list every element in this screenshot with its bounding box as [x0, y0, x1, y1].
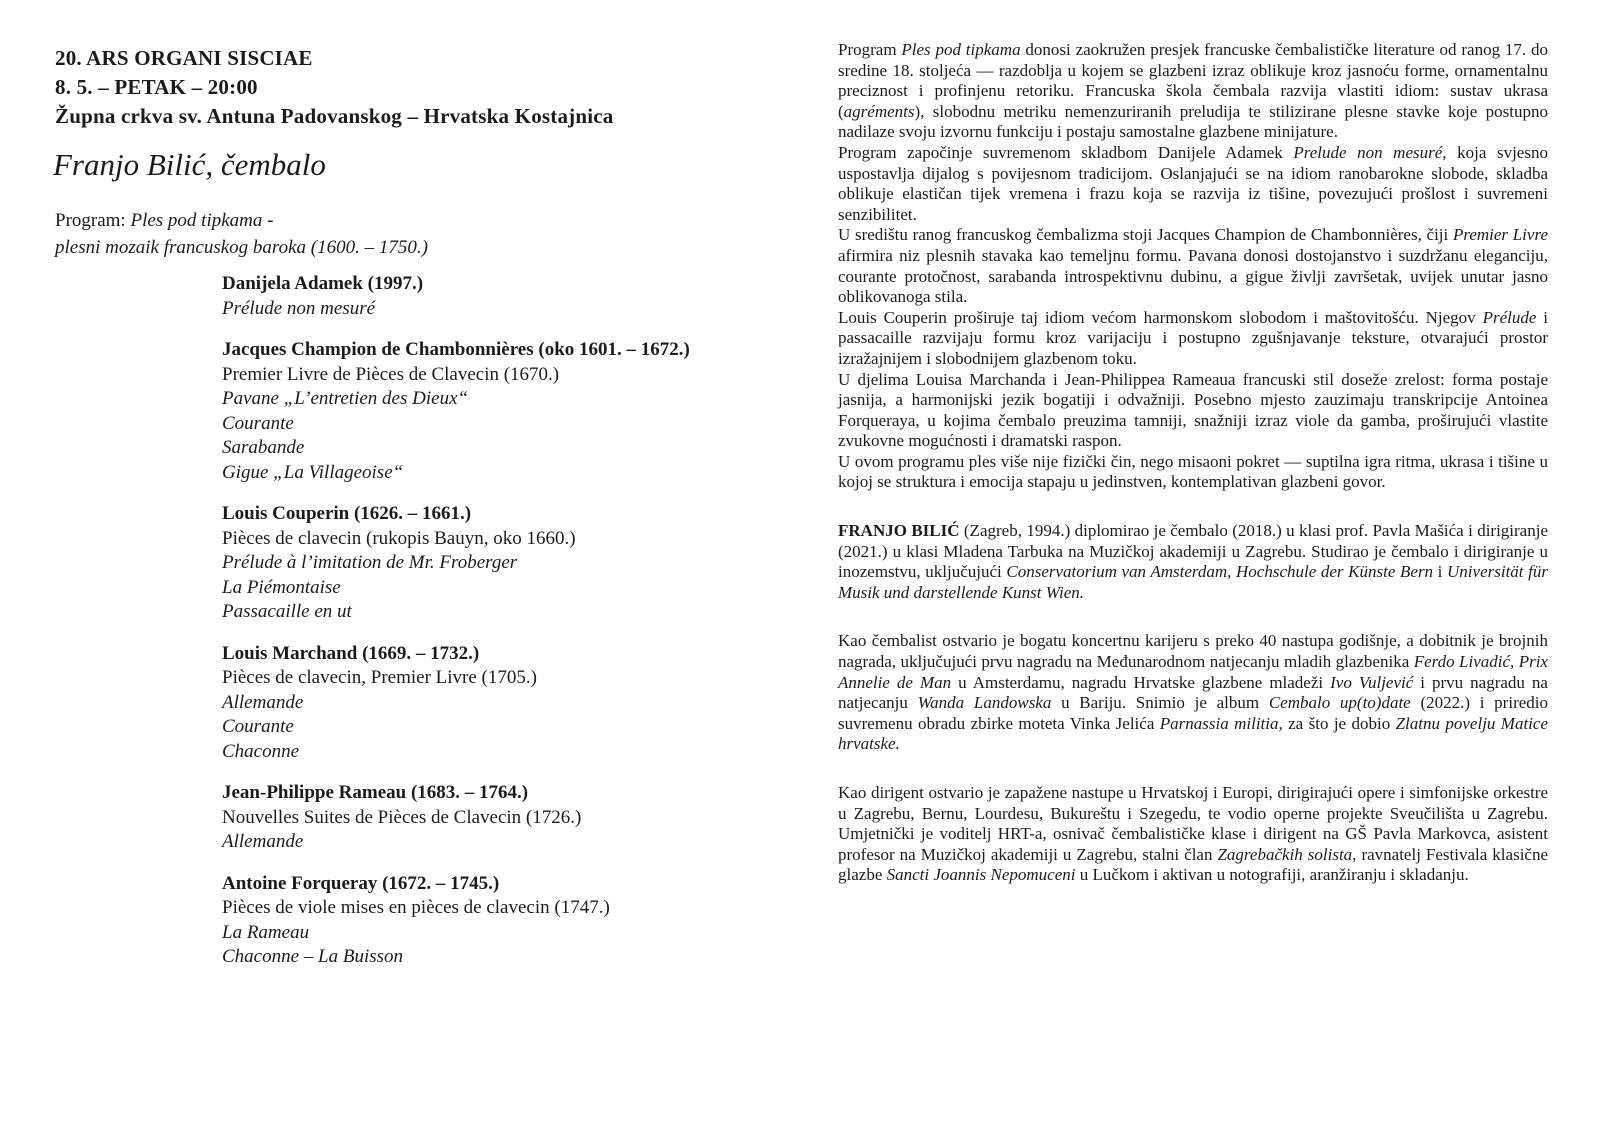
collection-title: Pièces de clavecin (rukopis Bauyn, oko 1660.) [222, 527, 576, 549]
program-item [222, 781, 690, 855]
piece-title: Allemande [222, 691, 304, 713]
festival-title: 20. ARS ORGANI SISCIAE [55, 46, 313, 70]
piece-title: La Piémontaise [222, 576, 341, 598]
program-list [222, 272, 690, 987]
piece-title: Chaconne [222, 740, 300, 762]
event-venue: Župna crkva sv. Antuna Padovanskog – Hrvatska Kostajnica [55, 104, 614, 128]
piece-title: Sarabande [222, 437, 305, 458]
composer-name: Antoine Forqueray (1672. – 1745.) [222, 872, 500, 894]
note-paragraph: U središtu ranog francuskog čembalizma stoji Jacques Champion de Chambonnières, čiji Premier Livre afirmira niz plesnih stavaka kao temeljnu formu. Pavana donosi dostojanstvo i suzdržanu eleganciju, courante protočnost, sarabanda introspektivnu dubinu, a gigue življi završetak, uvijek unutar jasno oblikovanoga stila. [838, 225, 1548, 307]
collection-title: Nouvelles Suites de Pièces de Clavecin (1726.) [222, 806, 582, 828]
program-item [222, 642, 690, 765]
piece-title: Prélude non mesuré [222, 297, 376, 319]
event-datetime: 8. 5. – PETAK – 20:00 [55, 75, 258, 99]
piece-title: La Rameau [222, 921, 310, 943]
composer-name: Louis Marchand (1669. – 1732.) [222, 642, 480, 664]
composer-name: Jean-Philippe Rameau (1683. – 1764.) [222, 782, 529, 803]
piece-title: Prélude à l’imitation de Mr. Froberger [222, 552, 518, 573]
program-item [222, 272, 690, 321]
piece-title: Gigue „La Villageoise“ [222, 461, 404, 483]
bio-paragraph: FRANJO BILIĆ (Zagreb, 1994.) diplomirao je čembalo (2018.) u klasi prof. Pavla Mašića i dirigiranje (2021.) u klasi Mladena Tarbuka na Muzičkoj akademiji u Zagrebu. Studirao je čembalo i dirigiranje u inozemstvu, uključujući Conservatorium van Amsterdam, Hochschule der Künste Bern i Universität für Musik und darstellende Kunst Wien. [838, 521, 1548, 602]
note-paragraph: Louis Couperin proširuje taj idiom većom harmonskom slobodom i maštovitošću. Njegov Prélude i passacaille razvijaju formu kroz varijaciju i postupno zgušnjavanje teksture, otvarajući prostor izražajnijem i slobodnijem glazbenom toku. [838, 307, 1548, 368]
bio-paragraph: Kao dirigent ostvario je zapažene nastupe u Hrvatskoj i Europi, dirigirajući opere i simfonijske orkestre u Zagrebu, Bernu, Lourdesu, Bukureštu i Szegedu, te vodio operne projekte Sveučilišta u Zagrebu. Umjetnički je voditelj HRT-a, osnivač čembalističke klase i dirigent na GŠ Pavla Markovca, asistent profesor na Muzičkoj akademiji u Zagrebu, stalni član Zagrebačkih solista, ravnatelj Festivala klasične glazbe Sancti Joannis Nepomuceni u Lučkom i aktivan u notografiji, aranžiranju i skladanju. [838, 783, 1549, 885]
note-paragraph: Program započinje suvremenom skladbom Danijele Adamek Prelude non mesuré, koja svjesno uspostavlja dijalog s povijesnom tradicijom. Oslanjajući se na idiom ranobarokne slobode, skladba oblikuje elastičan tijek vremena i frazu koja se razvija iz tišine, povezujući prošlost i suvremeni senzibilitet. [838, 142, 1548, 224]
collection-title: Pièces de clavecin, Premier Livre (1705.) [222, 667, 537, 688]
program-intro [55, 207, 428, 261]
collection-title: Premier Livre de Pièces de Clavecin (1670.) [222, 363, 560, 385]
composer-name: Jacques Champion de Chambonnières (oko 1601. – 1672.) [222, 339, 690, 360]
piece-title: Pavane „L’entretien des Dieux“ [222, 388, 469, 409]
note-paragraph: Program Ples pod tipkama donosi zaokružen presjek francuske čembalističke literature od ranog 17. do sredine 18. stoljeća — razdoblja u kojem se glazbeni izraz oblikuje kroz jasnoću forme, ornamentalnu preciznost i profinjenu retoriku. Francuska škola čembala razvija vlastiti idiom: sustav ukrasa (agréments), slobodnu metriku nemenzuriranih preludija te stilizirane plesne stavke koje postupno nadilaze svoju izvornu funkciju i postaju samostalne glazbene minijature. [838, 40, 1548, 142]
collection-title: Pièces de viole mises en pièces de clavecin (1747.) [222, 897, 610, 918]
program-intro-line-1: Program: Ples pod tipkama - [55, 210, 274, 231]
note-paragraph: U djelima Louisa Marchanda i Jean-Philippea Rameaua francuski stil doseže zrelost: forma postaje jasnija, a harmonijski jezik bogatiji i odvažniji. Posebno mjesto zauzimaju transkripcije Antoinea Forqueraya, u kojima čembalo preuzima tamniji, snažniji izraz viole da gamba, proširujući vlastite zvukovne mogućnosti i dramatski raspon. [838, 369, 1548, 451]
piece-title: Courante [222, 412, 294, 434]
event-header [55, 44, 613, 131]
program-item [222, 872, 690, 970]
piece-title: Passacaille en ut [222, 601, 352, 622]
program-item [222, 338, 690, 485]
program-notes-and-bio [838, 40, 1548, 886]
composer-name: Louis Couperin (1626. – 1661.) [222, 503, 472, 524]
piece-title: Chaconne – La Buisson [222, 946, 404, 967]
bio-paragraph: Kao čembalist ostvario je bogatu koncertnu karijeru s preko 40 nastupa godišnje, a dobitnik je brojnih nagrada, uključujući prvu nagradu na Međunarodnom natjecanju mladih glazbenika Ferdo Livadić, Prix Annelie de Man u Amsterdamu, nagradu Hrvatske glazbene mladeži Ivo Vuljević i prvu nagradu na natjecanju Wanda Landowska u Bariju. Snimio je album Cembalo up(to)date (2022.) i priredio suvremenu obradu zbirke moteta Vinka Jelića Parnassia militia, za što je dobio Zlatnu povelju Matice hrvatske. [838, 631, 1548, 754]
performer-name: Franjo Bilić, čembalo [53, 147, 326, 182]
composer-name: Danijela Adamek (1997.) [222, 273, 424, 294]
program-item [222, 502, 690, 625]
piece-title: Allemande [222, 831, 304, 852]
piece-title: Courante [222, 716, 294, 737]
program-intro-line-2: plesni mozaik francuskog baroka (1600. – 1750.) [55, 237, 428, 258]
note-paragraph: U ovom programu ples više nije fizički čin, nego misaoni pokret — suptilna igra ritma, ukrasa i tišine u kojoj se struktura i emocija stapaju u jedinstven, kontemplativan glazbeni govor. [838, 451, 1548, 492]
